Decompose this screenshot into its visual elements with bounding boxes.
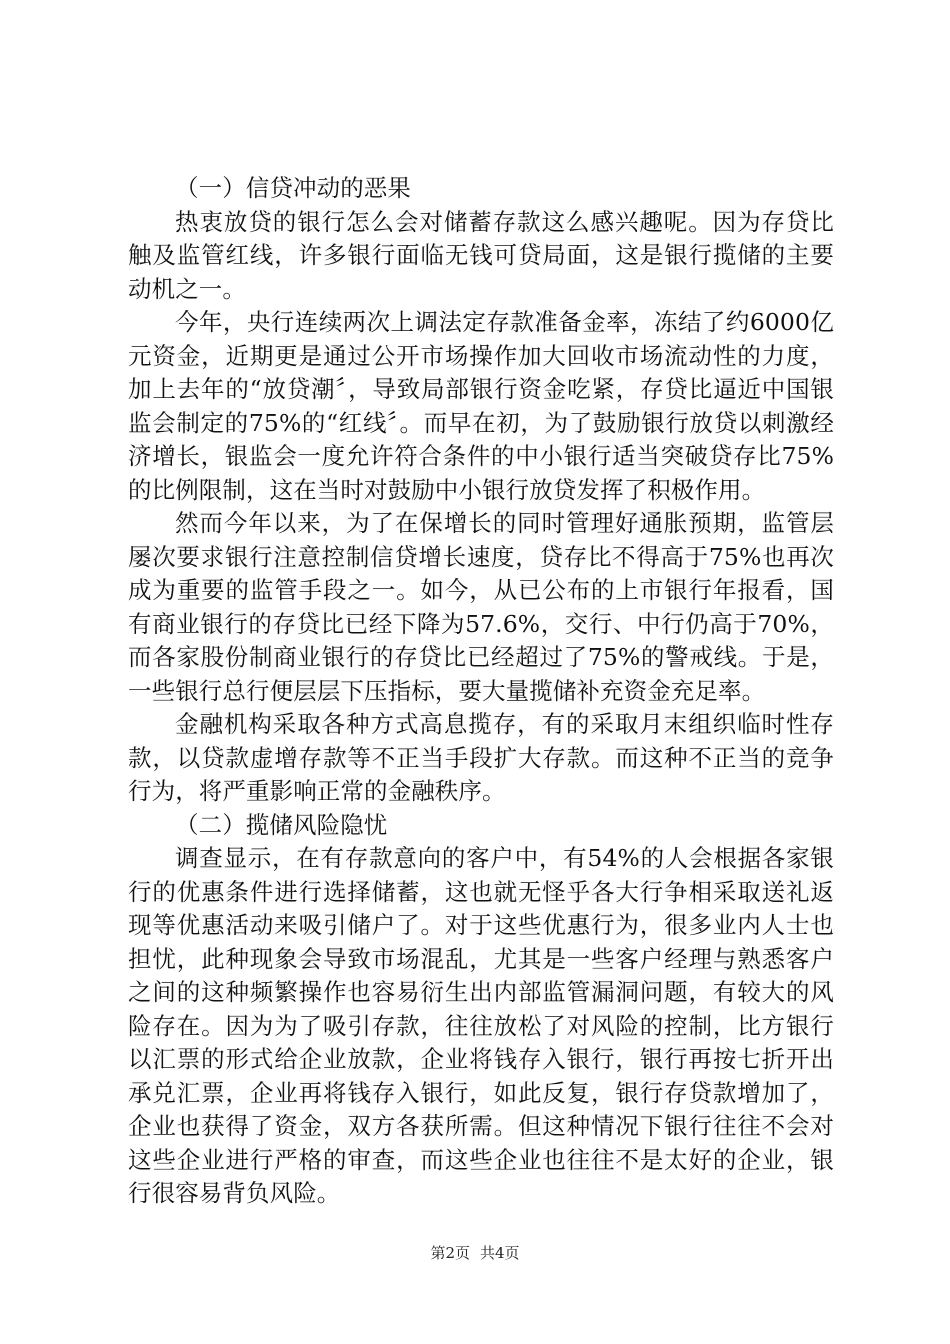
page-number-current: 第2页 xyxy=(430,1244,470,1262)
page-number-total: 共4页 xyxy=(480,1244,520,1262)
paragraph: 热衷放贷的银行怎么会对储蓄存款这么感兴趣呢。因为存贷比触及监管红线，许多银行面临无钱可贷局面，这是银行揽储的主要动机之一。 xyxy=(128,207,834,303)
section-heading-2: （二）揽储风险隐忧 xyxy=(175,810,388,839)
document-body xyxy=(128,172,834,1211)
section-heading-1: （一）信贷冲动的恶果 xyxy=(175,174,411,202)
page-footer xyxy=(0,1243,950,1263)
paragraph: 然而今年以来，为了在保增长的同时管理好通胀预期，监管层屡次要求银行注意控制信贷增长速度，贷存比不得高于75%也再次成为重要的监管手段之一。如今，从已公布的上市银行年报看，国有商业银行的存贷比已经下降为57.6%，交行、中行仍高于70%，而各家股份制商业银行的存贷比已经超过了75%的警戒线。于是，一些银行总行便层层下压指标，要大量揽储补充资金充足率。 xyxy=(128,509,834,705)
paragraph: 今年，央行连续两次上调法定存款准备金率，冻结了约6000亿元资金，近期更是通过公开市场操作加大回收市场流动性的力度，加上去年的“放贷潮〞，导致局部银行资金吃紧，存贷比逼近中国银监会制定的75%的“红线〞。而早在初，为了鼓励银行放贷以刺激经济增长，银监会一度允许符合条件的中小银行适当突破贷存比75%的比例限制，这在当时对鼓励中小银行放贷发挥了积极作用。 xyxy=(128,308,834,504)
paragraph: 金融机构采取各种方式高息揽存，有的采取月末组织临时性存款，以贷款虚增存款等不正当手段扩大存款。而这种不正当的竞争行为，将严重影响正常的金融秩序。 xyxy=(128,710,834,805)
paragraph: 调查显示，在有存款意向的客户中，有54%的人会根据各家银行的优惠条件进行选择储蓄，这也就无怪乎各大行争相采取送礼返现等优惠活动来吸引储户了。对于这些优惠行为，很多业内人士也担忧，此种现象会导致市场混乱，尤其是一些客户经理与熟悉客户之间的这种频繁操作也容易衍生出内部监管漏洞问题，有较大的风险存在。因为为了吸引存款，往往放松了对风险的控制，比方银行以汇票的形式给企业放款，企业将钱存入银行，银行再按七折开出承兑汇票，企业再将钱存入银行，如此反复，银行存贷款增加了，企业也获得了资金，双方各获所需。但这种情况下银行往往不会对这些企业进行严格的审查，而这些企业也往往不是太好的企业，银行很容易背负风险。 xyxy=(128,844,834,1207)
